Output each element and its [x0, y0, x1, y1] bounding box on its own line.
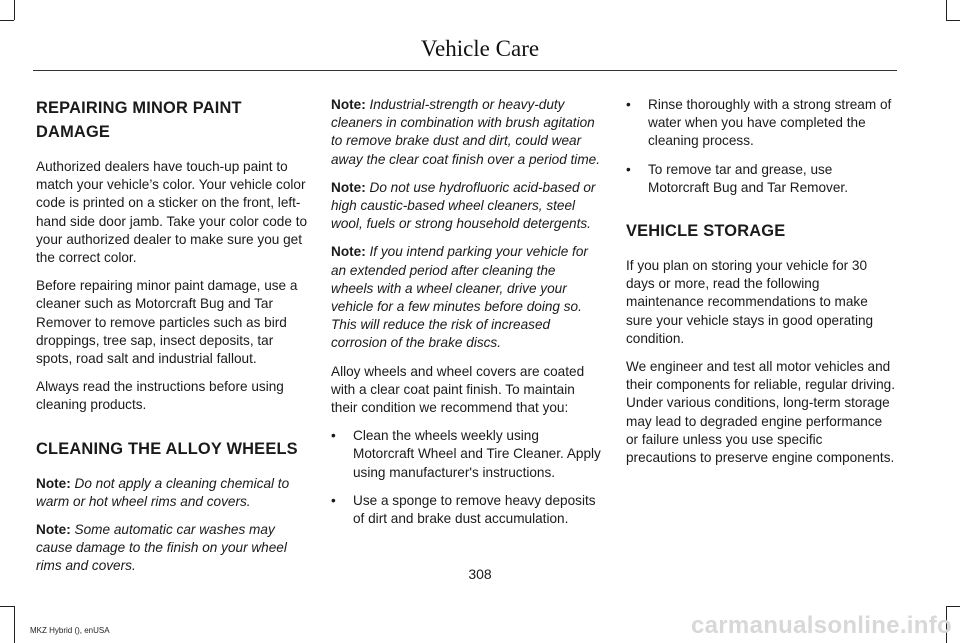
bullet-icon: • — [626, 97, 631, 112]
section-heading-paint — [36, 96, 308, 144]
note-text: Some automatic car washes may cause damage to the finish on your wheel rims and covers. — [36, 522, 287, 574]
list-item-text: To remove tar and grease, use Motorcraft Bug and Tar Remover. — [648, 161, 848, 195]
section-heading-alloy-wheels: CLEANING THE ALLOY WHEELS — [36, 439, 298, 458]
bullet-icon: • — [331, 492, 336, 508]
bullet-list — [331, 427, 601, 528]
note-label: Note: — [36, 475, 71, 491]
paragraph: Alloy wheels and wheel covers are coated with a clear coat paint finish. To maintain their condition we recommend that you: — [331, 363, 585, 416]
list-item — [626, 96, 896, 151]
list-item — [331, 427, 601, 482]
list-item-text: Clean the wheels weekly using Motorcraft Wheel and Tire Cleaner. Apply using manufacturer's instructions. — [353, 428, 601, 480]
list-item-text: Rinse thoroughly with a strong stream of water when you have completed the cleaning process. — [648, 97, 892, 149]
crop-mark — [0, 20, 14, 21]
note-text: Do not apply a cleaning chemical to warm or hot wheel rims and covers. — [36, 475, 290, 509]
note — [331, 96, 601, 169]
header-divider — [33, 70, 897, 71]
paragraph: Always read the instructions before using cleaning products. — [36, 379, 284, 413]
paragraph: If you plan on storing your vehicle for 30 days or more, read the following maintenance recommendations to make sure your vehicle stays in good operating condition. — [626, 258, 874, 346]
watermark: carmanualsonline.info — [690, 612, 952, 639]
crop-mark — [14, 606, 15, 643]
note — [331, 179, 601, 234]
note — [36, 475, 308, 511]
paragraph: Before repairing minor paint damage, use a cleaner such as Motorcraft Bug and Tar Remover to remove particles such as bird droppings, tree sap, insect deposits, tar spots, road salt and industrial fallout. — [36, 278, 298, 367]
heading-line: DAMAGE — [36, 123, 111, 141]
note-label: Note: — [36, 522, 71, 538]
section-heading-vehicle-storage: VEHICLE STORAGE — [626, 222, 786, 241]
page-header-title: Vehicle Care — [420, 36, 540, 61]
page-number: 308 — [468, 566, 492, 582]
list-item-text: Use a sponge to remove heavy deposits of dirt and brake dust accumulation. — [353, 492, 596, 527]
bullet-list — [626, 96, 896, 197]
heading-line: REPAIRING MINOR PAINT — [36, 99, 242, 117]
note-text: Industrial-strength or heavy-duty cleaners in combination with brush agitation to remove brake dust and dirt, could wear away the clear coat finish over a period time. — [331, 97, 600, 167]
bullet-icon: • — [626, 161, 631, 177]
note-label: Note: — [331, 97, 366, 112]
column-3 — [626, 96, 896, 477]
crop-mark — [946, 606, 960, 607]
document-id: MKZ Hybrid (), enUSA — [30, 626, 110, 635]
note-label: Note: — [331, 179, 366, 195]
crop-mark — [0, 606, 14, 607]
column-2 — [331, 96, 601, 538]
list-item — [331, 492, 601, 528]
note-label: Note: — [331, 244, 366, 260]
paragraph: We engineer and test all motor vehicles and their components for reliable, regular driving. Under various conditions, long-term storage may lead to degraded engine performance or failure unless you use specific precautions to preserve engine components. — [626, 359, 895, 466]
crop-mark — [14, 0, 15, 20]
note — [331, 243, 601, 352]
bullet-icon: • — [331, 428, 336, 444]
column-1 — [36, 96, 308, 586]
list-item — [626, 161, 896, 197]
crop-mark — [946, 0, 947, 20]
paragraph: Authorized dealers have touch-up paint to match your vehicle’s color. Your vehicle color code is printed on a sticker on the front, left-hand side door jamb. Take your color code to your authorized dealer to make sure you get the correct color. — [36, 159, 308, 266]
crop-mark — [946, 20, 960, 21]
note-text: Do not use hydrofluoric acid-based or high caustic-based wheel cleaners, steel wool, fuels or strong household detergents. — [331, 179, 596, 232]
note-text: If you intend parking your vehicle for an extended period after cleaning the wheels with a wheel cleaner, drive your vehicle for a few minutes before doing so. This will reduce the risk of increased corrosion of the brake discs. — [331, 244, 588, 351]
